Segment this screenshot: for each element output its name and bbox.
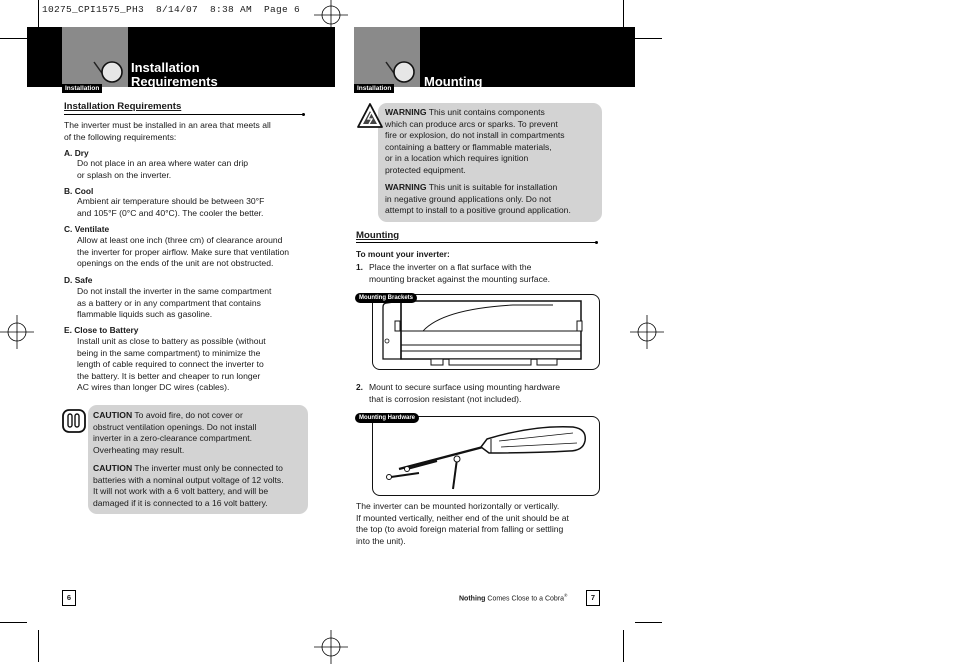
tab-label: Installation	[354, 84, 394, 93]
requirement-text: Do not place in an area where water can drip or splash on the inverter.	[77, 158, 249, 180]
crop-mark	[635, 622, 662, 623]
step-number: 1.	[356, 262, 363, 272]
magnifier-icon	[382, 56, 418, 86]
requirement-label: E. Close to Battery	[64, 325, 139, 335]
crop-mark	[38, 0, 39, 27]
requirement-text: Install unit as close to battery as possible (without being in the same compartment) to minimize the length of cable required to connect the inverter to the battery. It is better and cheaper to run longer AC wires than longer DC wires (cables).	[77, 336, 266, 393]
registration-mark-icon	[630, 315, 664, 349]
step-number: 2.	[356, 382, 363, 392]
caution-hand-icon	[62, 409, 86, 433]
warning-triangle-icon	[356, 102, 384, 130]
step-text: Mount to secure surface using mounting hardware that is corrosion resistant (not included).	[369, 382, 561, 404]
crop-mark	[623, 630, 624, 662]
subheading: To mount your inverter:	[356, 249, 450, 259]
crop-mark	[635, 38, 662, 39]
crop-mark	[0, 622, 27, 623]
intro-text: The inverter must be installed in an area that meets all of the following requirements:	[64, 120, 271, 142]
figure-caption: Mounting Brackets	[355, 293, 417, 303]
requirement-label: B. Cool	[64, 186, 94, 196]
closing-text: The inverter can be mounted horizontally or vertically. If mounted vertically, neither end of the unit should be at the top (to avoid foreign material from falling or settling into the unit).	[356, 501, 569, 546]
requirement-label: D. Safe	[64, 275, 93, 285]
page-number: 7	[586, 590, 600, 606]
section-heading: Mounting	[356, 230, 400, 241]
inverter-bracket-illustration	[373, 295, 599, 369]
crop-mark	[38, 630, 39, 662]
rule-dot	[302, 113, 305, 116]
crop-mark	[0, 38, 27, 39]
page-title: Mounting	[424, 74, 483, 89]
mounting-hardware-figure	[372, 416, 600, 496]
mounting-brackets-figure	[372, 294, 600, 370]
magnifier-icon	[90, 56, 126, 86]
figure-caption: Mounting Hardware	[355, 413, 419, 423]
heading-rule	[356, 242, 596, 243]
screwdriver-screws-illustration	[373, 417, 599, 495]
heading-rule	[64, 114, 303, 115]
registration-mark-icon	[0, 315, 34, 349]
requirement-text: Allow at least one inch (three cm) of clearance around the inverter for proper airflow. Make sure that ventilation openings on the ends of the unit are not obstructed.	[77, 235, 290, 269]
registration-mark-icon	[314, 630, 348, 664]
rule-dot	[595, 241, 598, 244]
page-title: Installation Requirements	[131, 60, 218, 89]
caution-text: CAUTION To avoid fire, do not cover or obstruct ventilation openings. Do not install inverter in a zero-clearance compartment. Overheating may result.	[93, 410, 257, 455]
page-number: 6	[62, 590, 76, 606]
print-slug: 10275_CPI1575_PH3 8/14/07 8:38 AM Page 6	[42, 4, 301, 15]
section-heading: Installation Requirements	[64, 101, 182, 112]
requirement-text: Ambient air temperature should be between 30°F and 105°F (0°C and 40°C). The cooler the better.	[77, 196, 265, 218]
requirement-label: A. Dry	[64, 148, 89, 158]
warning-text: WARNING This unit contains components which can produce arcs or sparks. To prevent fire or explosion, do not install in compartments containing a battery or flammable materials, or in a location which requires ignition protected equipment.	[385, 107, 565, 175]
tab-label: Installation	[62, 84, 102, 93]
footer-tagline: Nothing Comes Close to a Cobra®	[459, 593, 568, 603]
requirement-label: C. Ventilate	[64, 224, 110, 234]
requirement-text: Do not install the inverter in the same compartment as a battery or in any compartment that contains flammable liquids such as gasoline.	[77, 286, 272, 320]
caution-text: CAUTION The inverter must only be connected to batteries with a nominal output voltage of 12 volts. It will not work with a 6 volt battery, and will be damaged if it is connected to a 16 volt battery.	[93, 463, 284, 508]
step-text: Place the inverter on a flat surface with the mounting bracket against the mounting surface.	[369, 262, 551, 284]
crop-mark	[623, 0, 624, 27]
warning-text: WARNING This unit is suitable for installation in negative ground applications only. Do not attempt to install to a positive ground application.	[385, 182, 571, 216]
